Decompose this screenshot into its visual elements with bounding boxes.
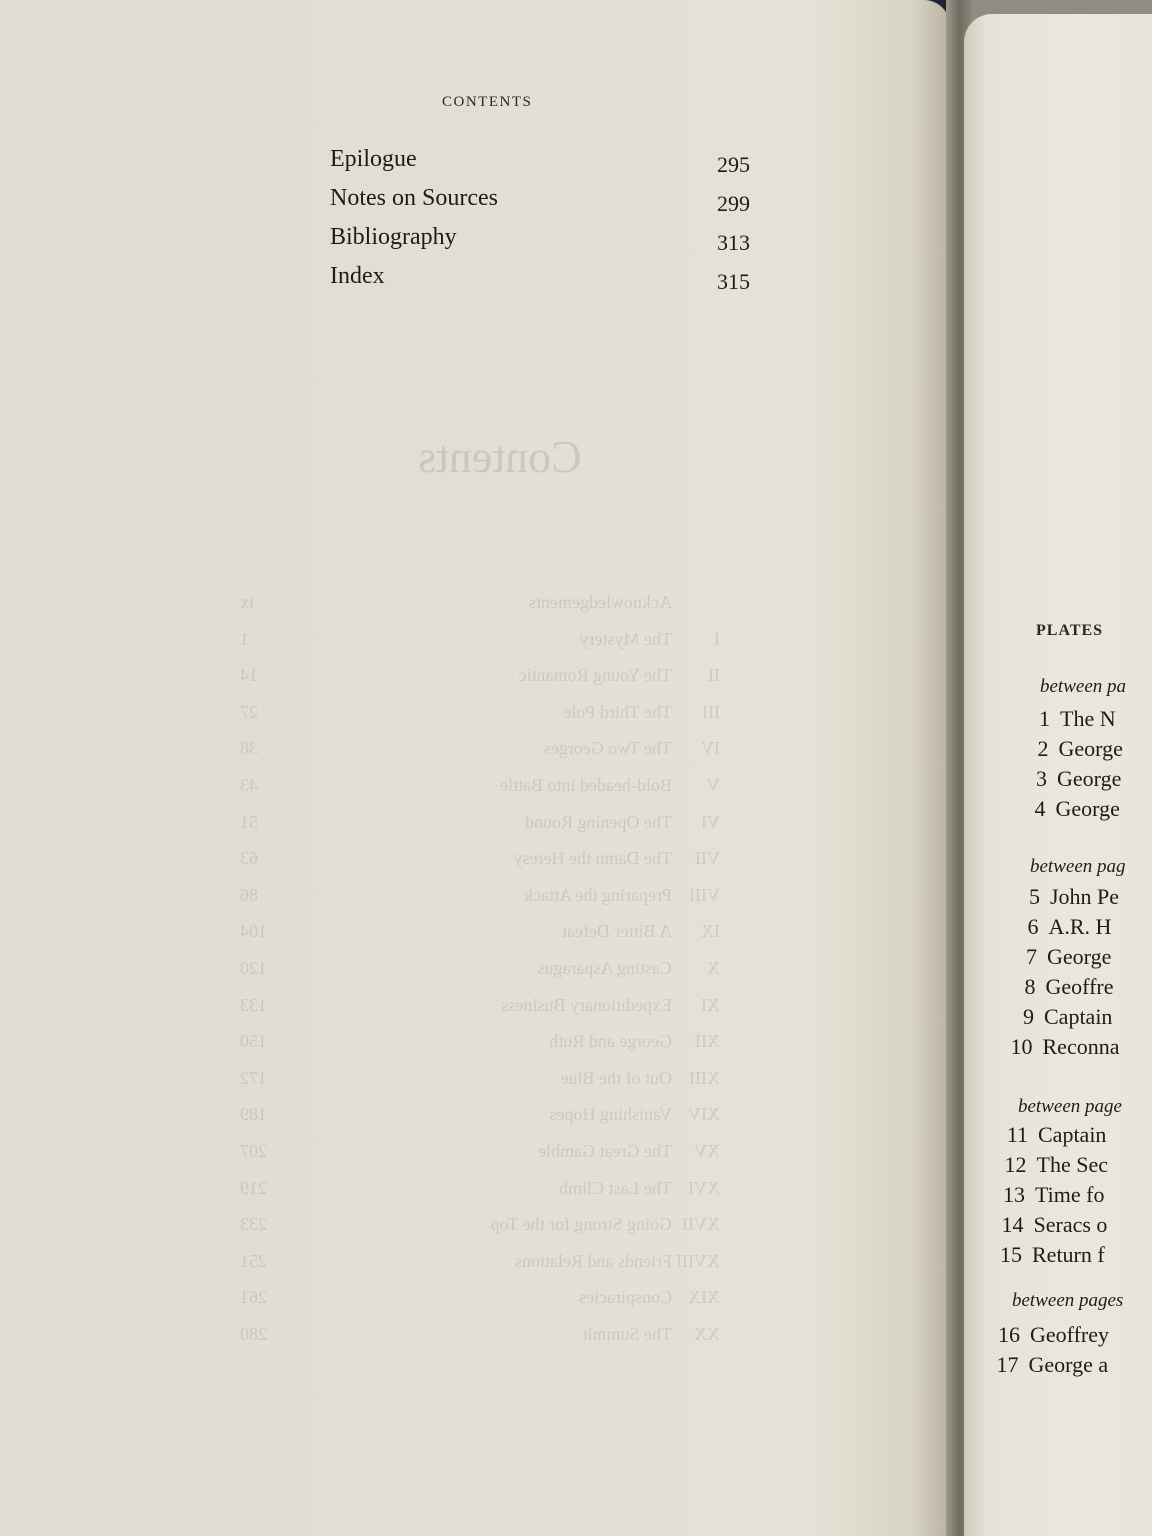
- right-page: [964, 14, 1152, 1536]
- plate-number: 7: [1026, 944, 1037, 969]
- running-head: CONTENTS: [442, 94, 533, 110]
- contents-entry: [330, 224, 750, 263]
- plate-caption: Time fo: [1035, 1182, 1105, 1207]
- plate-number: 13: [1003, 1182, 1025, 1207]
- plate-caption: The N: [1060, 706, 1116, 731]
- plate-number: 2: [1037, 736, 1049, 761]
- plates-group-label: between pages: [1012, 1290, 1124, 1311]
- entry-page: 295: [717, 152, 750, 177]
- plate-number: 9: [1023, 1004, 1034, 1029]
- contents-entry: [330, 146, 750, 185]
- plate-number: 11: [1006, 1122, 1028, 1147]
- plate-caption: George: [1057, 766, 1122, 791]
- plate-caption: A.R. H: [1048, 914, 1112, 939]
- plates-heading: PLATES: [1036, 622, 1104, 639]
- plate-number: 10: [1010, 1034, 1033, 1059]
- plate-caption: Reconna: [1042, 1034, 1120, 1059]
- plate-caption: Geoffre: [1045, 974, 1114, 999]
- plate-number: 15: [1000, 1242, 1022, 1267]
- plate-caption: Return f: [1032, 1242, 1105, 1267]
- plate-number: 4: [1034, 796, 1046, 821]
- plate-number: 5: [1029, 884, 1040, 909]
- plate-number: 3: [1036, 766, 1047, 791]
- plate-caption: Seracs o: [1033, 1212, 1108, 1237]
- entry-page: 315: [717, 269, 750, 294]
- plates-group-label: between pa: [1040, 676, 1127, 697]
- plate-caption: George a: [1028, 1352, 1109, 1377]
- entry-page: 299: [717, 191, 750, 216]
- entry-title: Bibliography: [330, 224, 457, 250]
- plate-caption: George: [1055, 796, 1120, 821]
- plates-group-label: between page: [1018, 1096, 1122, 1117]
- plate-number: 14: [1001, 1212, 1024, 1237]
- contents-entry: [330, 263, 750, 302]
- plate-number: 8: [1024, 974, 1036, 999]
- contents-entry: [330, 185, 750, 224]
- entry-title: Index: [330, 263, 385, 289]
- plate-number: 12: [1004, 1152, 1027, 1177]
- plate-caption: Captain: [1044, 1004, 1113, 1029]
- entry-page: 313: [717, 230, 750, 255]
- entry-title: Epilogue: [330, 146, 417, 172]
- contents-list: [330, 146, 750, 302]
- plate-caption: Captain: [1038, 1122, 1107, 1147]
- plate-number: 6: [1027, 914, 1039, 939]
- entry-title: Notes on Sources: [330, 185, 498, 211]
- plate-caption: Geoffrey: [1030, 1322, 1109, 1347]
- plate-number: 1: [1039, 706, 1050, 731]
- plate-caption: John Pe: [1050, 884, 1120, 909]
- plate-caption: George: [1047, 944, 1112, 969]
- plate-number: 16: [998, 1322, 1020, 1347]
- plate-caption: George: [1058, 736, 1123, 761]
- plate-caption: The Sec: [1036, 1152, 1108, 1177]
- plate-number: 17: [996, 1352, 1019, 1377]
- plates-group-label: between pag: [1030, 856, 1126, 877]
